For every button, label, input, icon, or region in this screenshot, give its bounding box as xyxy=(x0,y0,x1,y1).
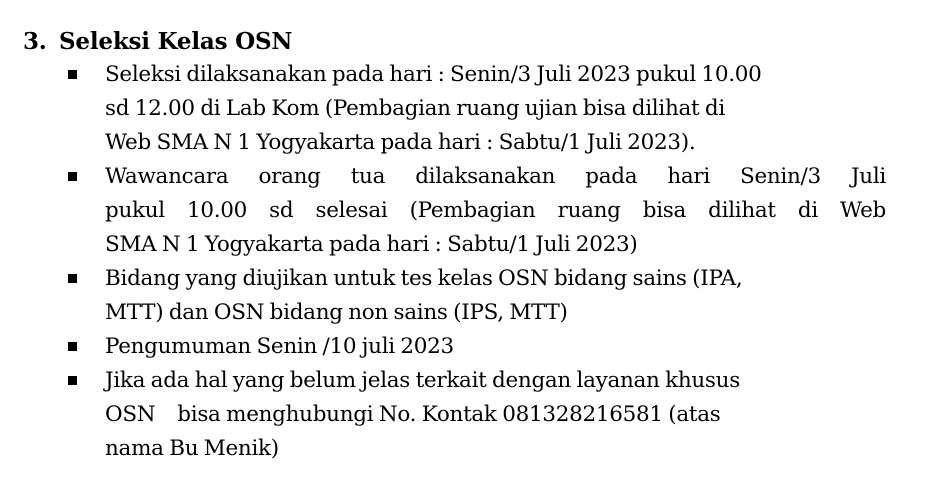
square-bullet-icon xyxy=(68,274,77,283)
list-item-text xyxy=(105,58,886,160)
list-item xyxy=(0,58,928,160)
text-line: Seleksi dilaksanakan pada hari : Senin/3 Juli 2023 pukul 10.00 xyxy=(105,62,762,87)
list-item-text xyxy=(105,262,886,330)
text-fragment: OSN xyxy=(105,402,156,427)
list-item xyxy=(0,364,928,466)
text-line: pukul 10.00 sd selesai (Pembagian ruang bisa dilihat di Web xyxy=(105,198,886,223)
text-line xyxy=(105,398,886,432)
section-heading xyxy=(23,26,292,58)
list-item-text xyxy=(105,160,886,262)
list-item-text xyxy=(105,330,886,364)
text-line: Wawancara orang tua dilaksanakan pada hari Senin/3 Juli xyxy=(105,164,886,189)
text-line: Bidang yang diujikan untuk tes kelas OSN bidang sains (IPA, xyxy=(105,266,743,291)
text-line: Jika ada hal yang belum jelas terkait dengan layanan khusus xyxy=(105,368,740,393)
text-line: SMA N 1 Yogyakarta pada hari : Sabtu/1 Juli 2023) xyxy=(105,232,638,257)
text-line: nama Bu Menik) xyxy=(105,436,279,461)
bullet-list xyxy=(0,58,928,466)
text-line: Web SMA N 1 Yogyakarta pada hari : Sabtu/1 Juli 2023). xyxy=(105,130,696,155)
square-bullet-icon xyxy=(68,172,77,181)
text-fragment: bisa menghubungi No. Kontak 081328216581 (atas xyxy=(177,402,721,427)
list-item xyxy=(0,262,928,330)
square-bullet-icon xyxy=(68,376,77,385)
section-title: Seleksi Kelas OSN xyxy=(59,28,293,55)
text-line: MTT) dan OSN bidang non sains (IPS, MTT) xyxy=(105,300,568,325)
square-bullet-icon xyxy=(68,342,77,351)
list-item xyxy=(0,330,928,364)
text-line: sd 12.00 di Lab Kom (Pembagian ruang ujian bisa dilihat di xyxy=(105,96,725,121)
square-bullet-icon xyxy=(68,70,77,79)
list-item xyxy=(0,160,928,262)
list-item-text xyxy=(105,364,886,466)
text-line: Pengumuman Senin /10 juli 2023 xyxy=(105,334,454,359)
section-number: 3. xyxy=(23,28,47,55)
